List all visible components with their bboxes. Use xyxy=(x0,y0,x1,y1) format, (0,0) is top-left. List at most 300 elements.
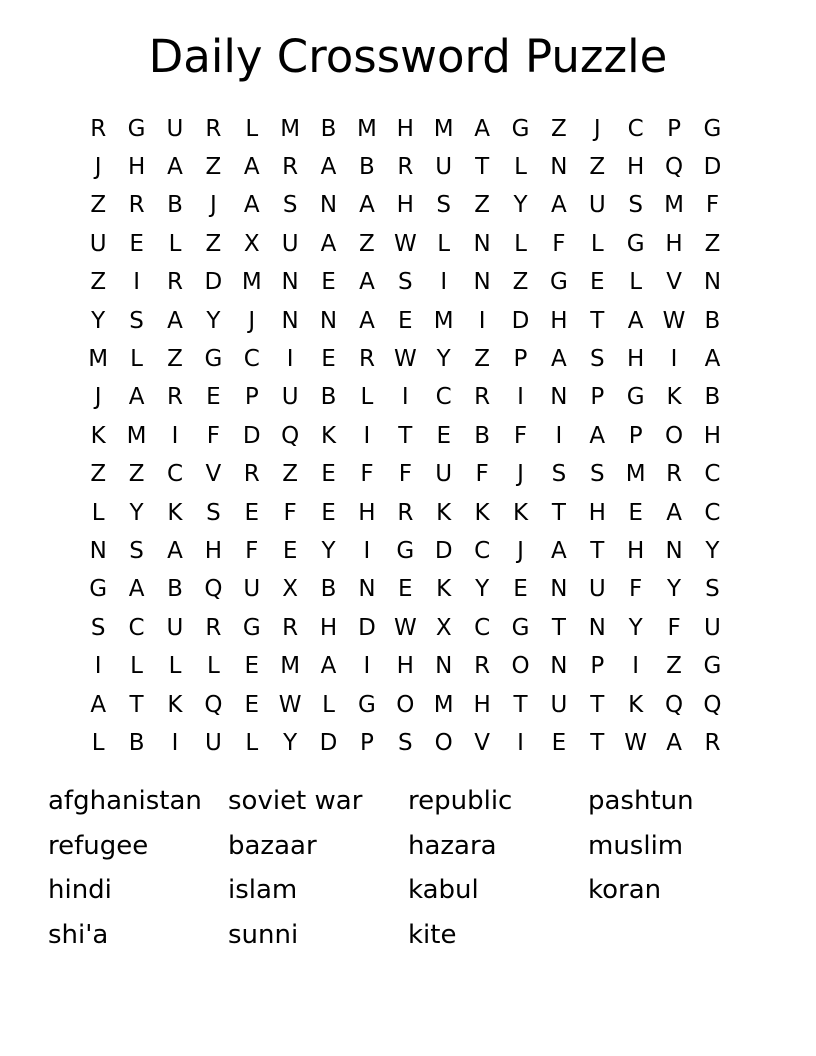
grid-letter: U xyxy=(550,691,568,718)
grid-letter: K xyxy=(628,691,644,718)
grid-letter: I xyxy=(517,384,524,411)
grid-letter: A xyxy=(167,154,183,181)
grid-letter: S xyxy=(129,307,144,334)
grid-letter: U xyxy=(204,729,222,756)
grid-letter: R xyxy=(358,346,375,373)
grid-letter: A xyxy=(359,269,375,296)
grid-letter: F xyxy=(398,461,412,488)
grid-letter: T xyxy=(398,422,413,449)
grid-letter: A xyxy=(666,499,682,526)
grid-letter: Z xyxy=(474,192,490,219)
grid-letter: C xyxy=(704,499,721,526)
grid-letter: A xyxy=(243,154,260,181)
grid-letter: A xyxy=(589,422,606,449)
grid-letter: T xyxy=(129,691,144,718)
grid-letter: I xyxy=(363,537,371,564)
grid-letter: P xyxy=(590,384,605,411)
grid-letter: E xyxy=(282,537,298,564)
grid-letter: Y xyxy=(705,537,720,564)
grid-letter: C xyxy=(627,115,644,142)
grid-letter: K xyxy=(167,691,183,718)
grid-letter: E xyxy=(436,422,451,449)
grid-letter: R xyxy=(474,653,491,680)
grid-letter: U xyxy=(435,461,453,488)
grid-letter: C xyxy=(435,384,452,411)
grid-letter: A xyxy=(704,346,721,373)
grid-letter: N xyxy=(665,537,683,564)
grid-letter: Z xyxy=(128,461,145,488)
grid-letter: U xyxy=(281,230,299,257)
grid-letter: M xyxy=(664,192,684,219)
grid-letter: P xyxy=(667,115,681,142)
word-list xyxy=(48,779,768,957)
grid-letter: Q xyxy=(703,691,722,718)
grid-letter: T xyxy=(475,154,490,181)
grid-letter: H xyxy=(473,691,491,718)
grid-letter: N xyxy=(550,653,568,680)
grid-letter: C xyxy=(243,346,260,373)
grid-letter: O xyxy=(665,422,684,449)
grid-letter: I xyxy=(94,653,102,680)
grid-letter: A xyxy=(627,307,644,334)
grid-letter: L xyxy=(206,653,220,680)
grid-letter: D xyxy=(242,422,261,449)
grid-letter: S xyxy=(398,269,413,296)
grid-letter: Y xyxy=(513,192,528,219)
grid-letter: N xyxy=(550,576,568,603)
grid-letter: U xyxy=(166,115,184,142)
grid-letter: J xyxy=(517,537,524,564)
grid-letter: J xyxy=(209,192,217,219)
grid-letter: I xyxy=(440,269,448,296)
grid-letter: Z xyxy=(474,346,490,373)
grid-letter: B xyxy=(359,154,375,181)
grid-letter: D xyxy=(358,614,376,641)
grid-letter: Z xyxy=(205,154,222,181)
grid-letter: F xyxy=(513,422,528,449)
grid-letter: P xyxy=(590,653,605,680)
grid-letter: Y xyxy=(436,346,451,373)
grid-letter: F xyxy=(283,499,297,526)
grid-letter: I xyxy=(670,346,678,373)
grid-letter: T xyxy=(590,691,605,718)
word-list-item: kabul xyxy=(408,875,479,906)
grid-letter: E xyxy=(551,729,567,756)
grid-letter: Z xyxy=(589,154,606,181)
grid-letter: Y xyxy=(91,307,106,334)
grid-letter: H xyxy=(396,192,414,219)
grid-letter: O xyxy=(511,653,530,680)
grid-letter: R xyxy=(704,729,721,756)
grid-letter: G xyxy=(127,115,146,142)
grid-letter: Y xyxy=(283,729,298,756)
grid-letter: J xyxy=(248,307,256,334)
grid-letter: M xyxy=(433,691,454,718)
grid-letter: N xyxy=(703,269,722,296)
grid-letter: W xyxy=(393,614,417,641)
grid-letter: S xyxy=(282,192,298,219)
grid-letter: X xyxy=(282,576,299,603)
grid-letter: E xyxy=(398,576,413,603)
grid-letter: M xyxy=(88,346,109,373)
grid-letter: L xyxy=(168,653,182,680)
grid-letter: H xyxy=(550,307,568,334)
grid-letter: B xyxy=(167,576,183,603)
grid-letter: M xyxy=(280,653,301,680)
grid-letter: O xyxy=(396,691,415,718)
grid-letter: H xyxy=(627,537,645,564)
grid-letter: M xyxy=(357,115,377,142)
grid-letter: G xyxy=(511,115,530,142)
grid-letter: S xyxy=(436,192,452,219)
grid-letter: S xyxy=(551,461,567,488)
grid-letter: H xyxy=(665,230,683,257)
word-search-grid xyxy=(79,110,732,763)
grid-letter: N xyxy=(281,307,299,334)
grid-letter: S xyxy=(628,192,643,219)
grid-letter: U xyxy=(435,154,453,181)
grid-letter: E xyxy=(321,269,336,296)
grid-letter: A xyxy=(359,192,375,219)
word-list-item: muslim xyxy=(588,830,684,861)
grid-letter: T xyxy=(590,307,605,334)
grid-letter: M xyxy=(625,461,646,488)
grid-letter: Q xyxy=(665,154,684,181)
grid-letter: A xyxy=(551,537,567,564)
grid-letter: K xyxy=(512,499,529,526)
grid-letter: C xyxy=(704,461,721,488)
grid-letter: R xyxy=(166,269,183,296)
grid-letter: N xyxy=(358,576,376,603)
grid-letter: G xyxy=(626,384,645,411)
grid-letter: F xyxy=(705,192,720,219)
grid-letter: B xyxy=(704,307,721,334)
grid-letter: G xyxy=(242,614,261,641)
grid-letter: K xyxy=(167,499,183,526)
grid-letter: Y xyxy=(628,614,643,641)
grid-letter: S xyxy=(398,729,413,756)
grid-letter: A xyxy=(167,307,183,334)
grid-letter: R xyxy=(243,461,260,488)
grid-letter: N xyxy=(550,154,568,181)
grid-letter: F xyxy=(475,461,489,488)
grid-letter: A xyxy=(320,154,337,181)
grid-letter: I xyxy=(401,384,409,411)
grid-letter: E xyxy=(590,269,605,296)
grid-letter: F xyxy=(206,422,220,449)
grid-letter: A xyxy=(128,384,145,411)
grid-letter: R xyxy=(205,614,222,641)
grid-letter: A xyxy=(359,307,375,334)
grid-letter: D xyxy=(204,269,223,296)
grid-letter: L xyxy=(168,230,182,257)
grid-letter: E xyxy=(244,691,260,718)
grid-letter: T xyxy=(590,729,605,756)
grid-letter: I xyxy=(478,307,486,334)
grid-letter: S xyxy=(589,346,605,373)
grid-letter: G xyxy=(703,653,722,680)
grid-letter: R xyxy=(397,499,414,526)
grid-letter: L xyxy=(245,115,259,142)
grid-letter: E xyxy=(129,230,144,257)
grid-letter: Z xyxy=(90,461,107,488)
grid-letter: B xyxy=(704,384,721,411)
grid-letter: E xyxy=(244,499,260,526)
grid-letter: W xyxy=(393,230,417,257)
grid-letter: J xyxy=(94,154,102,181)
grid-letter: V xyxy=(205,461,222,488)
grid-letter: L xyxy=(91,729,105,756)
word-list-item: republic xyxy=(408,786,513,817)
grid-letter: Z xyxy=(666,653,682,680)
grid-letter: Z xyxy=(282,461,299,488)
grid-letter: B xyxy=(474,422,490,449)
grid-letter: P xyxy=(628,422,643,449)
grid-letter: G xyxy=(396,537,415,564)
word-list-item: kite xyxy=(408,919,457,950)
grid-letter: C xyxy=(474,537,491,564)
grid-letter: C xyxy=(128,614,145,641)
grid-letter: L xyxy=(130,653,143,680)
grid-letter: X xyxy=(243,230,260,257)
grid-letter: F xyxy=(245,537,259,564)
grid-letter: G xyxy=(204,346,223,373)
grid-letter: E xyxy=(206,384,221,411)
grid-letter: H xyxy=(319,614,338,641)
grid-letter: E xyxy=(321,461,336,488)
grid-letter: D xyxy=(434,537,453,564)
grid-letter: Q xyxy=(281,422,300,449)
grid-letter: H xyxy=(396,653,414,680)
grid-letter: K xyxy=(90,422,106,449)
grid-letter: K xyxy=(320,422,337,449)
grid-letter: Z xyxy=(704,230,721,257)
grid-letter: F xyxy=(552,230,566,257)
grid-letter: R xyxy=(282,614,299,641)
grid-letter: A xyxy=(128,576,145,603)
grid-letter: D xyxy=(703,154,722,181)
grid-letter: A xyxy=(90,691,107,718)
grid-letter: B xyxy=(320,384,337,411)
grid-letter: R xyxy=(205,115,222,142)
grid-letter: I xyxy=(133,269,140,296)
grid-letter: G xyxy=(549,269,568,296)
grid-letter: P xyxy=(244,384,259,411)
grid-letter: V xyxy=(474,729,490,756)
grid-letter: L xyxy=(514,230,527,257)
grid-letter: U xyxy=(588,192,606,219)
grid-letter: T xyxy=(590,537,605,564)
word-list-item: islam xyxy=(228,875,298,906)
grid-letter: R xyxy=(474,384,491,411)
grid-letter: N xyxy=(435,653,453,680)
grid-letter: Z xyxy=(90,269,107,296)
grid-letter: I xyxy=(363,653,371,680)
grid-letter: C xyxy=(474,614,491,641)
grid-letter: K xyxy=(436,576,452,603)
grid-letter: Y xyxy=(129,499,144,526)
grid-letter: L xyxy=(590,230,604,257)
grid-letter: Z xyxy=(551,115,567,142)
grid-letter: R xyxy=(166,384,183,411)
grid-letter: Z xyxy=(359,230,375,257)
word-list-item: refugee xyxy=(48,830,149,861)
grid-letter: G xyxy=(626,230,645,257)
grid-letter: L xyxy=(360,384,374,411)
grid-letter: O xyxy=(434,729,453,756)
grid-letter: G xyxy=(358,691,376,718)
grid-letter: T xyxy=(551,614,566,641)
grid-letter: Z xyxy=(167,346,183,373)
grid-letter: H xyxy=(627,346,645,373)
grid-letter: Y xyxy=(667,576,682,603)
grid-letter: J xyxy=(593,115,601,142)
grid-letter: L xyxy=(629,269,643,296)
grid-letter: E xyxy=(628,499,643,526)
grid-letter: L xyxy=(91,499,105,526)
grid-letter: G xyxy=(89,576,108,603)
word-list-item: afghanistan xyxy=(48,786,202,817)
grid-letter: U xyxy=(704,614,721,641)
grid-letter: H xyxy=(396,115,414,142)
grid-letter: B xyxy=(128,729,145,756)
grid-letter: H xyxy=(588,499,606,526)
grid-letter: R xyxy=(90,115,107,142)
grid-letter: F xyxy=(667,614,681,641)
grid-letter: N xyxy=(281,269,299,296)
grid-letter: H xyxy=(204,537,223,564)
grid-letter: V xyxy=(666,269,682,296)
grid-letter: K xyxy=(474,499,490,526)
grid-letter: S xyxy=(589,461,605,488)
word-list-item: soviet war xyxy=(228,786,363,817)
grid-letter: A xyxy=(551,346,567,373)
grid-letter: W xyxy=(278,691,302,718)
grid-letter: L xyxy=(514,154,527,181)
grid-letter: R xyxy=(128,192,145,219)
grid-letter: L xyxy=(322,691,335,718)
grid-letter: N xyxy=(319,192,338,219)
grid-letter: N xyxy=(550,384,568,411)
grid-letter: G xyxy=(703,115,722,142)
grid-letter: W xyxy=(624,729,648,756)
grid-letter: A xyxy=(243,192,260,219)
grid-letter: N xyxy=(588,614,606,641)
grid-letter: E xyxy=(321,499,336,526)
grid-letter: I xyxy=(632,653,640,680)
grid-letter: T xyxy=(513,691,528,718)
grid-letter: Y xyxy=(475,576,490,603)
grid-letter: K xyxy=(436,499,452,526)
grid-letter: E xyxy=(321,346,336,373)
grid-letter: H xyxy=(703,422,722,449)
grid-letter: X xyxy=(435,614,452,641)
grid-letter: T xyxy=(551,499,566,526)
grid-letter: P xyxy=(513,346,528,373)
grid-letter: L xyxy=(130,346,143,373)
grid-letter: J xyxy=(94,384,102,411)
grid-letter: A xyxy=(320,653,337,680)
grid-letter: Y xyxy=(206,307,221,334)
word-list-item: hindi xyxy=(48,875,112,906)
word-list-item: sunni xyxy=(228,919,299,950)
word-list-item: bazaar xyxy=(228,830,317,861)
word-list-item: pashtun xyxy=(588,786,694,817)
grid-letter: F xyxy=(360,461,374,488)
grid-letter: E xyxy=(513,576,528,603)
grid-letter: R xyxy=(282,154,299,181)
grid-letter: R xyxy=(397,154,414,181)
grid-letter: S xyxy=(129,537,144,564)
grid-letter: Q xyxy=(204,691,223,718)
grid-letter: I xyxy=(286,346,294,373)
grid-letter: N xyxy=(473,269,491,296)
grid-letter: Z xyxy=(90,192,107,219)
grid-letter: M xyxy=(280,115,301,142)
word-list-item: shi'a xyxy=(48,919,109,950)
grid-letter: M xyxy=(433,307,454,334)
grid-letter: H xyxy=(627,154,645,181)
grid-letter: I xyxy=(555,422,563,449)
grid-letter: G xyxy=(511,614,530,641)
grid-letter: A xyxy=(666,729,682,756)
grid-letter: H xyxy=(358,499,376,526)
grid-letter: E xyxy=(244,653,260,680)
grid-letter: M xyxy=(241,269,262,296)
grid-letter: I xyxy=(517,729,524,756)
grid-letter: M xyxy=(433,115,454,142)
grid-letter: A xyxy=(474,115,490,142)
grid-letter: J xyxy=(517,461,524,488)
grid-letter: H xyxy=(127,154,146,181)
grid-letter: A xyxy=(320,230,337,257)
grid-letter: N xyxy=(473,230,491,257)
grid-letter: C xyxy=(166,461,183,488)
grid-letter: K xyxy=(666,384,682,411)
grid-letter: E xyxy=(398,307,413,334)
grid-letter: D xyxy=(511,307,530,334)
grid-letter: U xyxy=(588,576,606,603)
grid-letter: S xyxy=(705,576,720,603)
grid-letter: Y xyxy=(321,537,336,564)
grid-letter: P xyxy=(359,729,374,756)
grid-letter: I xyxy=(171,729,179,756)
grid-letter: F xyxy=(629,576,643,603)
grid-letter: U xyxy=(89,230,107,257)
grid-letter: U xyxy=(166,614,184,641)
grid-letter: L xyxy=(437,230,451,257)
grid-letter: S xyxy=(90,614,106,641)
grid-letter: A xyxy=(167,537,183,564)
grid-letter: B xyxy=(320,115,337,142)
grid-letter: S xyxy=(206,499,221,526)
grid-letter: Q xyxy=(204,576,223,603)
grid-letter: I xyxy=(171,422,179,449)
grid-letter: B xyxy=(167,192,183,219)
grid-letter: A xyxy=(551,192,567,219)
grid-letter: I xyxy=(363,422,371,449)
page-title: Daily Crossword Puzzle xyxy=(148,30,668,83)
grid-letter: R xyxy=(666,461,683,488)
word-list-item: koran xyxy=(588,875,662,906)
grid-letter: B xyxy=(320,576,337,603)
grid-letter: N xyxy=(319,307,338,334)
grid-letter: Z xyxy=(512,269,529,296)
grid-letter: L xyxy=(245,729,259,756)
grid-letter: U xyxy=(243,576,261,603)
grid-letter: D xyxy=(319,729,338,756)
grid-letter: U xyxy=(281,384,299,411)
